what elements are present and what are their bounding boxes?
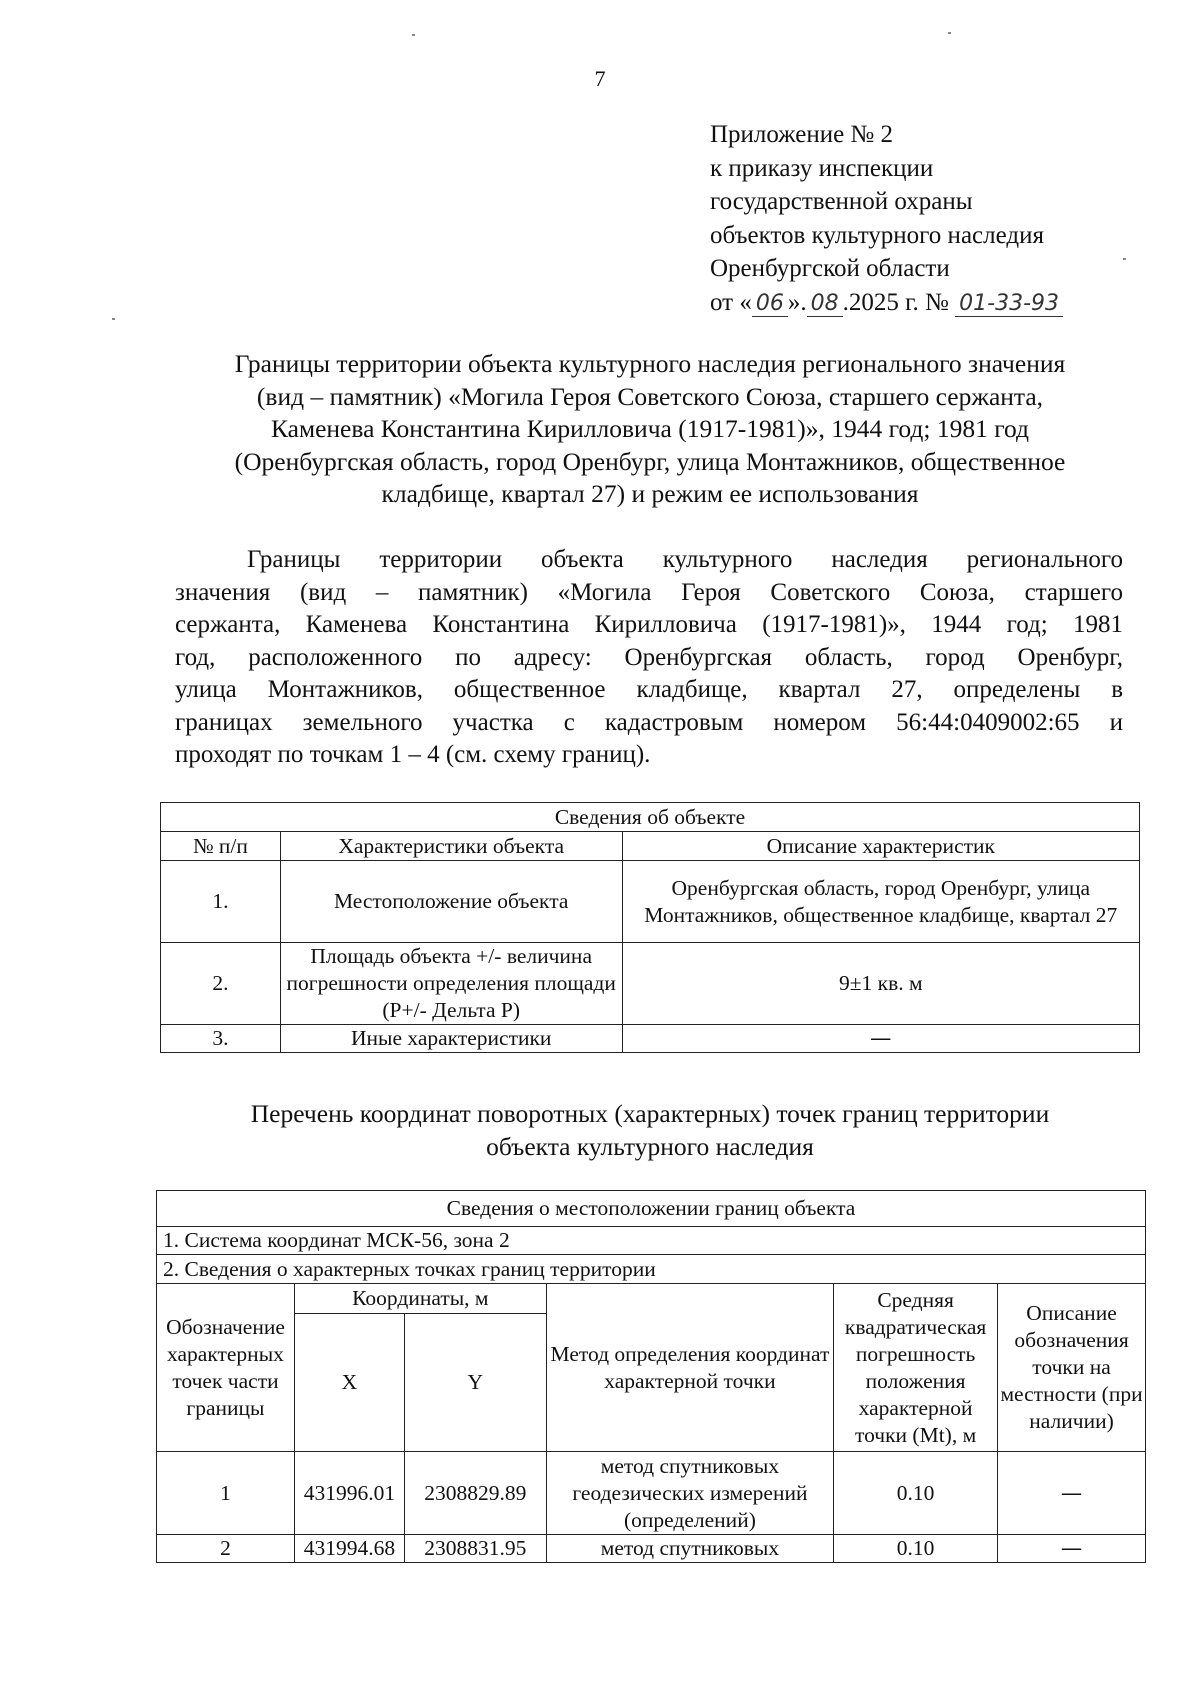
document-title: [170, 348, 1130, 511]
table-row: [161, 1025, 1140, 1053]
table-caption: Сведения об объекте: [161, 803, 1140, 832]
paragraph-line: проходят по точкам 1 – 4 (см. схему границ).: [175, 741, 651, 768]
scan-speck: [412, 34, 415, 36]
appendix-line: Приложение № 2: [710, 121, 894, 148]
title-line: (Оренбургская область, город Оренбург, улица Монтажников, общественное: [234, 446, 1066, 476]
coord-y: 2308829.89: [404, 1452, 546, 1535]
table-row: [157, 1452, 1146, 1535]
characteristic-name: Площадь объекта +/- величина погрешности определения площади (Р+/- Дельта Р): [280, 943, 622, 1025]
appendix-line: Оренбургской области: [710, 255, 950, 282]
paragraph-line: значения (вид – памятник) «Могила Героя Советского Союза, старшего: [175, 578, 1123, 606]
appendix-header: [710, 118, 1063, 320]
title-line: (вид – памятник) «Могила Героя Советского Союза, старшего сержанта,: [256, 381, 1044, 411]
coord-x: 431996.01: [294, 1452, 404, 1535]
appendix-line: к приказу инспекции: [710, 154, 934, 182]
point-id: 1: [157, 1452, 295, 1535]
header-coordinates: Координаты, м: [294, 1284, 546, 1314]
table-row: [161, 943, 1140, 1025]
subtitle-line: объекта культурного наследия: [486, 1132, 814, 1161]
row-number: 2.: [161, 943, 281, 1025]
paragraph-line: сержанта, Каменева Константина Кирилловича (1917-1981)», 1944 год; 1981: [175, 611, 1123, 638]
header-y: Y: [404, 1314, 546, 1452]
paragraph-line: Границы территории объекта культурного наследия регионального: [247, 546, 1123, 573]
coordinates-section-title: [150, 1097, 1150, 1163]
table-caption: Сведения о местоположении границ объекта: [157, 1191, 1146, 1227]
table-row: [161, 861, 1140, 943]
header-error: Средняя квадратическая погрешность положения характерной точки (Mt), м: [834, 1284, 998, 1452]
handwritten-order-number: 01-33-93: [955, 291, 1063, 317]
mean-error: 0.10: [834, 1535, 998, 1563]
point-id: 2: [157, 1535, 295, 1563]
point-description: —: [998, 1535, 1146, 1563]
header-description: Описание обозначения точки на местности (при наличии): [998, 1284, 1146, 1452]
section-label: 2. Сведения о характерных точках границ территории: [157, 1255, 1146, 1284]
point-description: —: [998, 1452, 1146, 1535]
object-info-table: [160, 802, 1140, 1053]
characteristic-value: 9±1 кв. м: [622, 943, 1139, 1025]
appendix-date-line: [710, 286, 1063, 321]
handwritten-day: 06: [752, 291, 788, 317]
table-row: [157, 1535, 1146, 1563]
date-mid: ».: [787, 288, 807, 316]
coord-y: 2308831.95: [404, 1535, 546, 1563]
method: метод спутниковых: [546, 1535, 833, 1563]
mean-error: 0.10: [834, 1452, 998, 1535]
date-year: .2025 г. №: [842, 288, 949, 316]
header-method: Метод определения координат характерной точки: [546, 1284, 833, 1452]
column-header: № п/п: [161, 832, 281, 861]
scan-speck: [112, 318, 115, 320]
coordinate-system: 1. Система координат МСК-56, зона 2: [157, 1227, 1146, 1255]
row-number: 1.: [161, 861, 281, 943]
handwritten-month: 08: [807, 291, 843, 317]
method: метод спутниковых геодезических измерений (определений): [546, 1452, 833, 1535]
appendix-line: государственной охраны: [710, 188, 973, 215]
subtitle-line: Перечень координат поворотных (характерных) точек границ территории: [250, 1099, 1050, 1128]
appendix-line: объектов культурного наследия: [710, 221, 1044, 249]
date-prefix: от «: [710, 288, 752, 316]
row-number: 3.: [161, 1025, 281, 1053]
characteristic-value: —: [622, 1025, 1139, 1053]
paragraph-line: улица Монтажников, общественное кладбище, квартал 27, определены в: [175, 676, 1123, 703]
header-point: Обозначение характерных точек части границы: [157, 1284, 295, 1452]
paragraph-line: год, расположенного по адресу: Оренбургская область, город Оренбург,: [175, 643, 1123, 671]
characteristic-name: Местоположение объекта: [280, 861, 622, 943]
title-line: Границы территории объекта культурного наследия регионального значения: [234, 349, 1066, 378]
title-line: кладбище, квартал 27) и режим ее использования: [381, 479, 919, 508]
scan-speck: [948, 32, 951, 34]
page-number: 7: [594, 66, 606, 91]
header-x: X: [294, 1314, 404, 1452]
characteristic-value: Оренбургская область, город Оренбург, улица Монтажников, общественное кладбище, квартал 27: [622, 861, 1139, 943]
scan-speck: [1123, 258, 1126, 260]
title-line: Каменева Константина Кирилловича (1917-1981)», 1944 год; 1981 год: [270, 414, 1030, 443]
paragraph-line: границах земельного участка с кадастровым номером 56:44:0409002:65 и: [175, 708, 1123, 736]
characteristic-name: Иные характеристики: [280, 1025, 622, 1053]
coord-x: 431994.68: [294, 1535, 404, 1563]
column-header: Характеристики объекта: [280, 832, 622, 861]
description-paragraph: [175, 544, 1123, 772]
column-header: Описание характеристик: [622, 832, 1139, 861]
coordinates-table: [156, 1190, 1146, 1563]
